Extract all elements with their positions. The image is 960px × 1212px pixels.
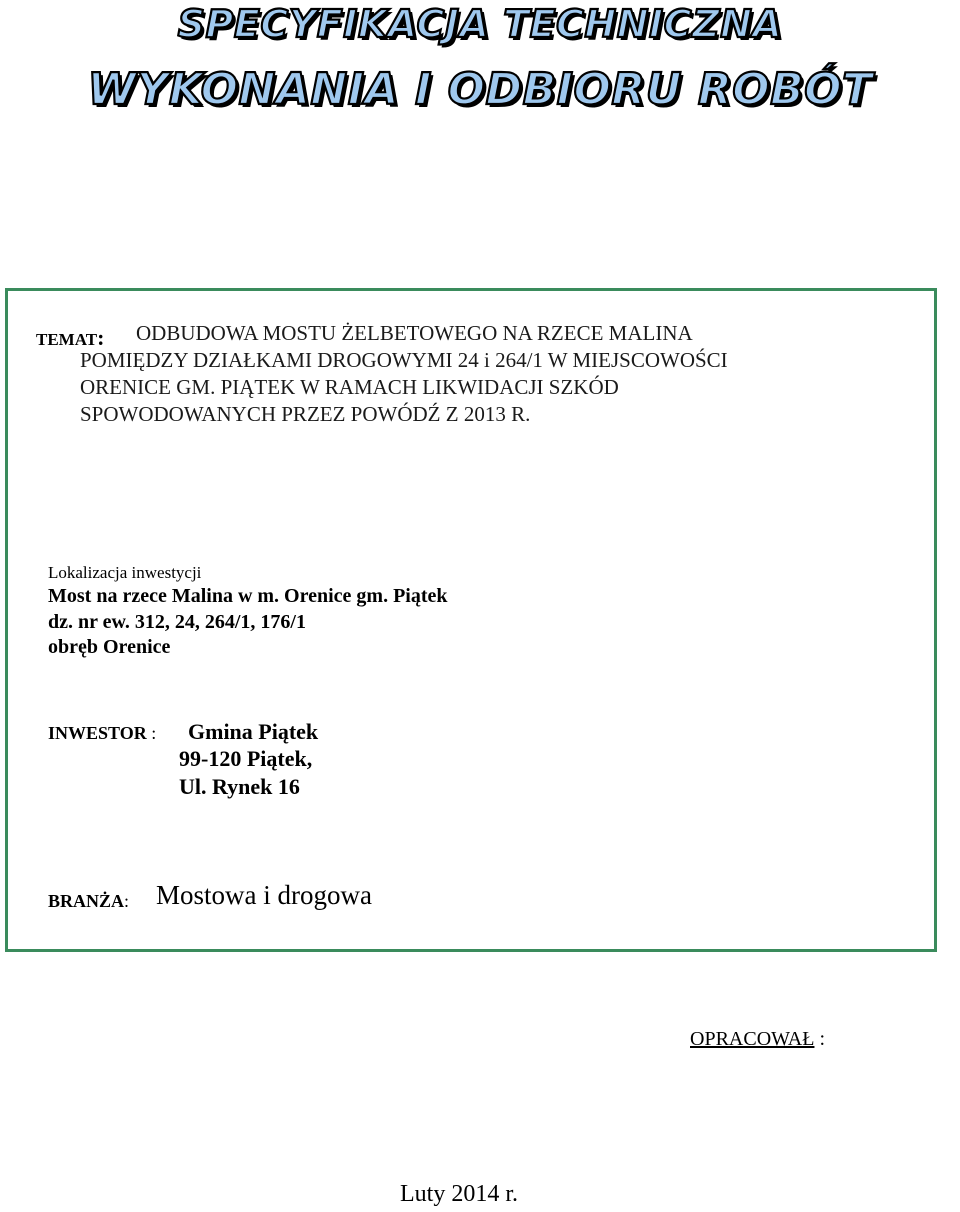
temat-line-3: ORENICE GM. PIĄTEK W RAMACH LIKWIDACJI SZKÓD: [80, 375, 619, 399]
opracowal-label: [690, 1028, 825, 1051]
temat-line-2: POMIĘDZY DZIAŁKAMI DROGOWYMI 24 i 264/1 W MIEJSCOWOŚCI: [80, 348, 728, 372]
document-title-line-2: WYKONANIA I ODBIORU ROBÓT: [87, 64, 873, 115]
branza-label-text: BRANŻA: [48, 891, 125, 911]
inwestor-label: [48, 723, 156, 744]
project-info-frame: [5, 288, 937, 952]
branza-value: Mostowa i drogowa: [156, 880, 372, 910]
inwestor-line-1: Gmina Piątek: [188, 719, 319, 744]
lokalizacja-line-3: obręb Orenice: [48, 636, 171, 658]
opracowal-colon: :: [814, 1028, 826, 1050]
opracowal-label-text: OPRACOWAŁ: [690, 1028, 815, 1050]
document-date: Luty 2014 r.: [400, 1181, 518, 1207]
inwestor-line-3: Ul. Rynek 16: [179, 774, 300, 799]
temat-line-4: SPOWODOWANYCH PRZEZ POWÓDŹ Z 2013 R.: [80, 402, 531, 426]
inwestor-line-2: 99-120 Piątek,: [179, 746, 313, 771]
lokalizacja-caption: Lokalizacja inwestycji: [48, 563, 202, 582]
branza-colon: :: [124, 891, 130, 911]
temat-colon: :: [97, 325, 105, 350]
lokalizacja-line-2: dz. nr ew. 312, 24, 264/1, 176/1: [48, 611, 306, 633]
temat-label-text: TEMAT: [36, 330, 98, 349]
inwestor-label-text: INWESTOR: [48, 723, 147, 743]
branza-label: [48, 891, 129, 912]
inwestor-colon: :: [146, 723, 157, 743]
temat-text: [80, 320, 728, 428]
temat-line-1: ODBUDOWA MOSTU ŻELBETOWEGO NA RZECE MALINA: [136, 321, 693, 345]
lokalizacja-line-1: Most na rzece Malina w m. Orenice gm. Piątek: [48, 585, 448, 607]
document-title-line-1: SPECYFIKACJA TECHNICZNA: [177, 2, 783, 46]
